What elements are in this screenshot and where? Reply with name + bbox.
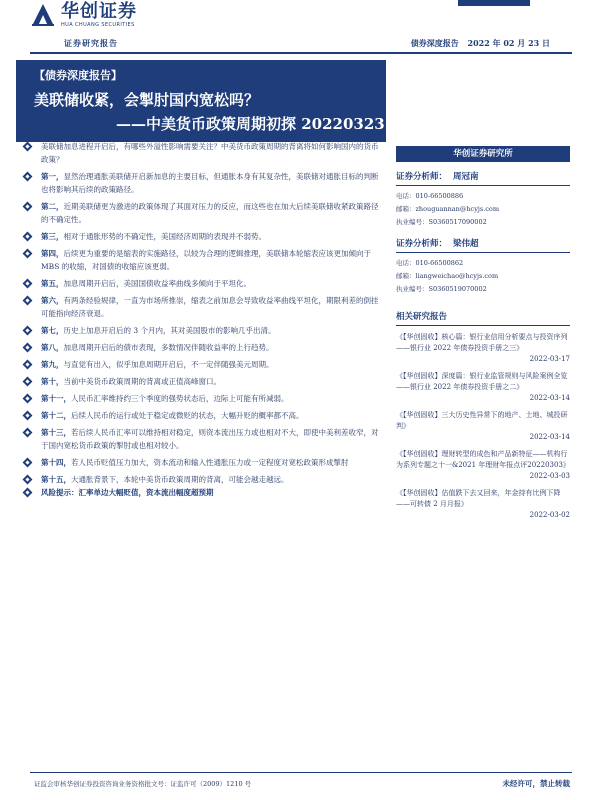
analyst-title: 证券分析师： 梁伟超 xyxy=(396,237,570,253)
analyst-title: 证券分析师： 周冠南 xyxy=(396,170,570,186)
bullet-item: 第十四，若人民币贬值压力加大，资本流动和输入性通胀压力或一定程度对宽松政策形成掣肘 xyxy=(22,456,384,469)
header-accent-tab xyxy=(458,0,530,6)
related-report-title: 《【华创固收】深度篇：银行业监管规则与风险案例全览——银行业 2022 年债券投资手册之二》 xyxy=(396,372,568,391)
analyst-phone: 010-66500862 xyxy=(415,259,464,267)
bullet-item: 第一，显然治理通胀美联储开启新加息的主要目标，但通胀本身有其复杂性，美联储对通胀目标的判断也将影响其后续的政策路径。 xyxy=(22,170,384,196)
bullet-diamond-icon xyxy=(23,232,33,242)
analyst-email[interactable]: liangweichao@hcyjs.com xyxy=(415,272,499,280)
page-subtitle: ——中美货币政策周期初探 20220323 xyxy=(116,115,385,133)
analyst-contact: 电话：010-66500886 邮箱：zhouguannan@hcyjs.com 执业编号：S0360517090002 xyxy=(396,192,500,226)
footer-license: 证监会审核华创证券投资咨询业务资格批文号：证监许可（2009）1210 号 xyxy=(34,780,252,788)
risk-warning xyxy=(22,486,384,499)
company-logo xyxy=(30,2,137,28)
related-report-item[interactable] xyxy=(396,449,570,482)
related-report-date: 2022-03-14 xyxy=(529,394,570,402)
analyst-contact: 电话：010-66500862 邮箱：liangweichao@hcyjs.com 执业编号：S0360519070002 xyxy=(396,259,499,293)
analyst-email[interactable]: zhouguannan@hcyjs.com xyxy=(415,205,500,213)
bullet-diamond-icon xyxy=(23,360,33,370)
bullet-diamond-icon xyxy=(23,394,33,404)
bullet-item: 第十二，后续人民币的运行或处于稳定或微贬的状态，大幅升贬的概率都不高。 xyxy=(22,409,384,422)
bullet-item: 第十五，大通胀背景下，本轮中美货币政策周期的背离，可能会越走越远。 xyxy=(22,473,384,486)
bullet-diamond-icon xyxy=(23,428,33,438)
bullet-diamond-icon xyxy=(23,343,33,353)
header-meta xyxy=(405,38,550,49)
bullet-item: 第十三，若后续人民币汇率可以维持相对稳定，则资本流出压力或也相对不大，即使中美利差收窄，对于国内宽松货币政策的掣肘或也相对较小。 xyxy=(22,426,384,452)
bullet-diamond-icon xyxy=(23,279,33,289)
analyst-license: S0360519070002 xyxy=(428,285,487,293)
bullet-diamond-icon xyxy=(23,172,33,182)
related-report-date: 2022-03-17 xyxy=(529,355,570,363)
bullet-item: 第九，与直觉有出入，似乎加息周期开启后，不一定伴随强美元周期。 xyxy=(22,358,384,371)
logo-name: 华创证券 xyxy=(61,1,137,22)
related-report-date: 2022-03-02 xyxy=(529,511,570,519)
bullet-diamond-icon xyxy=(23,296,33,306)
bullet-diamond-icon xyxy=(23,411,33,421)
bullet-item: 第五，加息周期开启后，美国国债收益率曲线多倾向于平坦化。 xyxy=(22,277,384,290)
related-reports-title: 相关研究报告 xyxy=(396,310,570,326)
bullet-diamond-icon xyxy=(23,458,33,468)
report-date: 2022 年 02 月 23 日 xyxy=(467,38,550,48)
footer-notice: 未经许可，禁止转载 xyxy=(502,779,570,788)
related-report-title: 《【华创固收】三大历史性异常下的地产、土地、城投研判》 xyxy=(396,411,568,430)
footer-rule xyxy=(30,772,572,773)
logo-english-name: HUA CHUANG SECURITIES xyxy=(61,22,135,28)
bullet-diamond-icon xyxy=(23,326,33,336)
page-header xyxy=(0,0,600,58)
report-type: 债券深度报告 xyxy=(410,38,459,48)
related-report-date: 2022-03-03 xyxy=(529,472,570,480)
risk-diamond-icon xyxy=(23,488,33,498)
summary-bullets xyxy=(22,140,384,490)
bullet-item: 第八，加息周期开启后的债市表现，多数情况伴随收益率的上行趋势。 xyxy=(22,341,384,354)
analyst-license: S0360517090002 xyxy=(428,218,487,226)
related-report-item[interactable] xyxy=(396,332,570,365)
sidebar xyxy=(396,146,570,521)
bullet-item: 第七，历史上加息开启后的 3 个月内，其对美国股市的影响几乎出清。 xyxy=(22,324,384,337)
related-report-item[interactable] xyxy=(396,488,570,521)
analyst-block xyxy=(396,170,570,229)
related-report-title: 《【华创固收】估值跌下去又回来，年金持有比例下降——可转债 2 月月报》 xyxy=(396,489,561,508)
title-banner xyxy=(16,60,386,142)
title-tag: 【债券深度报告】 xyxy=(34,69,122,82)
risk-text: 风险提示：汇率单边大幅贬值，资本流出幅度超预期 xyxy=(41,488,214,497)
bullet-item: 第四，后续更为重要的是缩表的实施路径，以较为合理的逻辑推理，美联储本轮缩表应该更加倾向于 MBS 的收缩，对国债的收缩应该更弱。 xyxy=(22,247,384,273)
bullet-item: 美联储加息进程开启后，有哪些外溢性影响需要关注？中美货币政策周期的背离将如何影响国内的货币政策？ xyxy=(22,140,384,166)
bullet-diamond-icon xyxy=(23,202,33,212)
bullet-item: 第十，当前中美货币政策周期的背离或正值高峰窗口。 xyxy=(22,375,384,388)
institute-bar: 华创证券研究所 xyxy=(396,146,570,162)
bullet-item: 第六，有两条经验规律，一直为市场所推崇，缩表之前加息会导致收益率曲线平坦化，期限利差的倒挂可能指向经济衰退。 xyxy=(22,294,384,320)
logo-mark-icon xyxy=(30,2,56,28)
related-report-title: 《【华创固收】理财转型的成色和产品新特征——机构行为系列专题之十一&2021 年理财年报点评20220303》 xyxy=(396,450,570,469)
report-category: 证券研究报告 xyxy=(64,38,118,48)
page-title: 美联储收紧，会掣肘国内宽松吗？ xyxy=(34,91,260,109)
bullet-item: 第二，近期美联储更为激进的政策体现了其面对压力的反应，而这些也在加大后续美联储收紧政策路径的不确定性。 xyxy=(22,200,384,226)
bullet-item: 第三，相对于通胀形势的不确定性，美国经济周期的表现并不弱势。 xyxy=(22,230,384,243)
analyst-name: 周冠南 xyxy=(453,172,479,182)
analyst-phone: 010-66500886 xyxy=(415,192,464,200)
bullet-diamond-icon xyxy=(23,475,33,485)
related-report-item[interactable] xyxy=(396,371,570,404)
bullet-diamond-icon xyxy=(23,142,33,152)
related-report-item[interactable] xyxy=(396,410,570,443)
related-report-title: 《【华创固收】核心篇：银行业信用分析要点与投资序列——银行业 2022 年债券投资手册之三》 xyxy=(396,333,568,352)
analyst-name: 梁伟超 xyxy=(453,239,479,249)
bullet-diamond-icon xyxy=(23,377,33,387)
header-rule xyxy=(30,52,572,54)
analyst-block xyxy=(396,237,570,296)
related-report-date: 2022-03-14 xyxy=(529,433,570,441)
bullet-diamond-icon xyxy=(23,249,33,259)
bullet-item: 第十一，人民币汇率维持约三个季度的强势状态后，边际上可能有所减弱。 xyxy=(22,392,384,405)
